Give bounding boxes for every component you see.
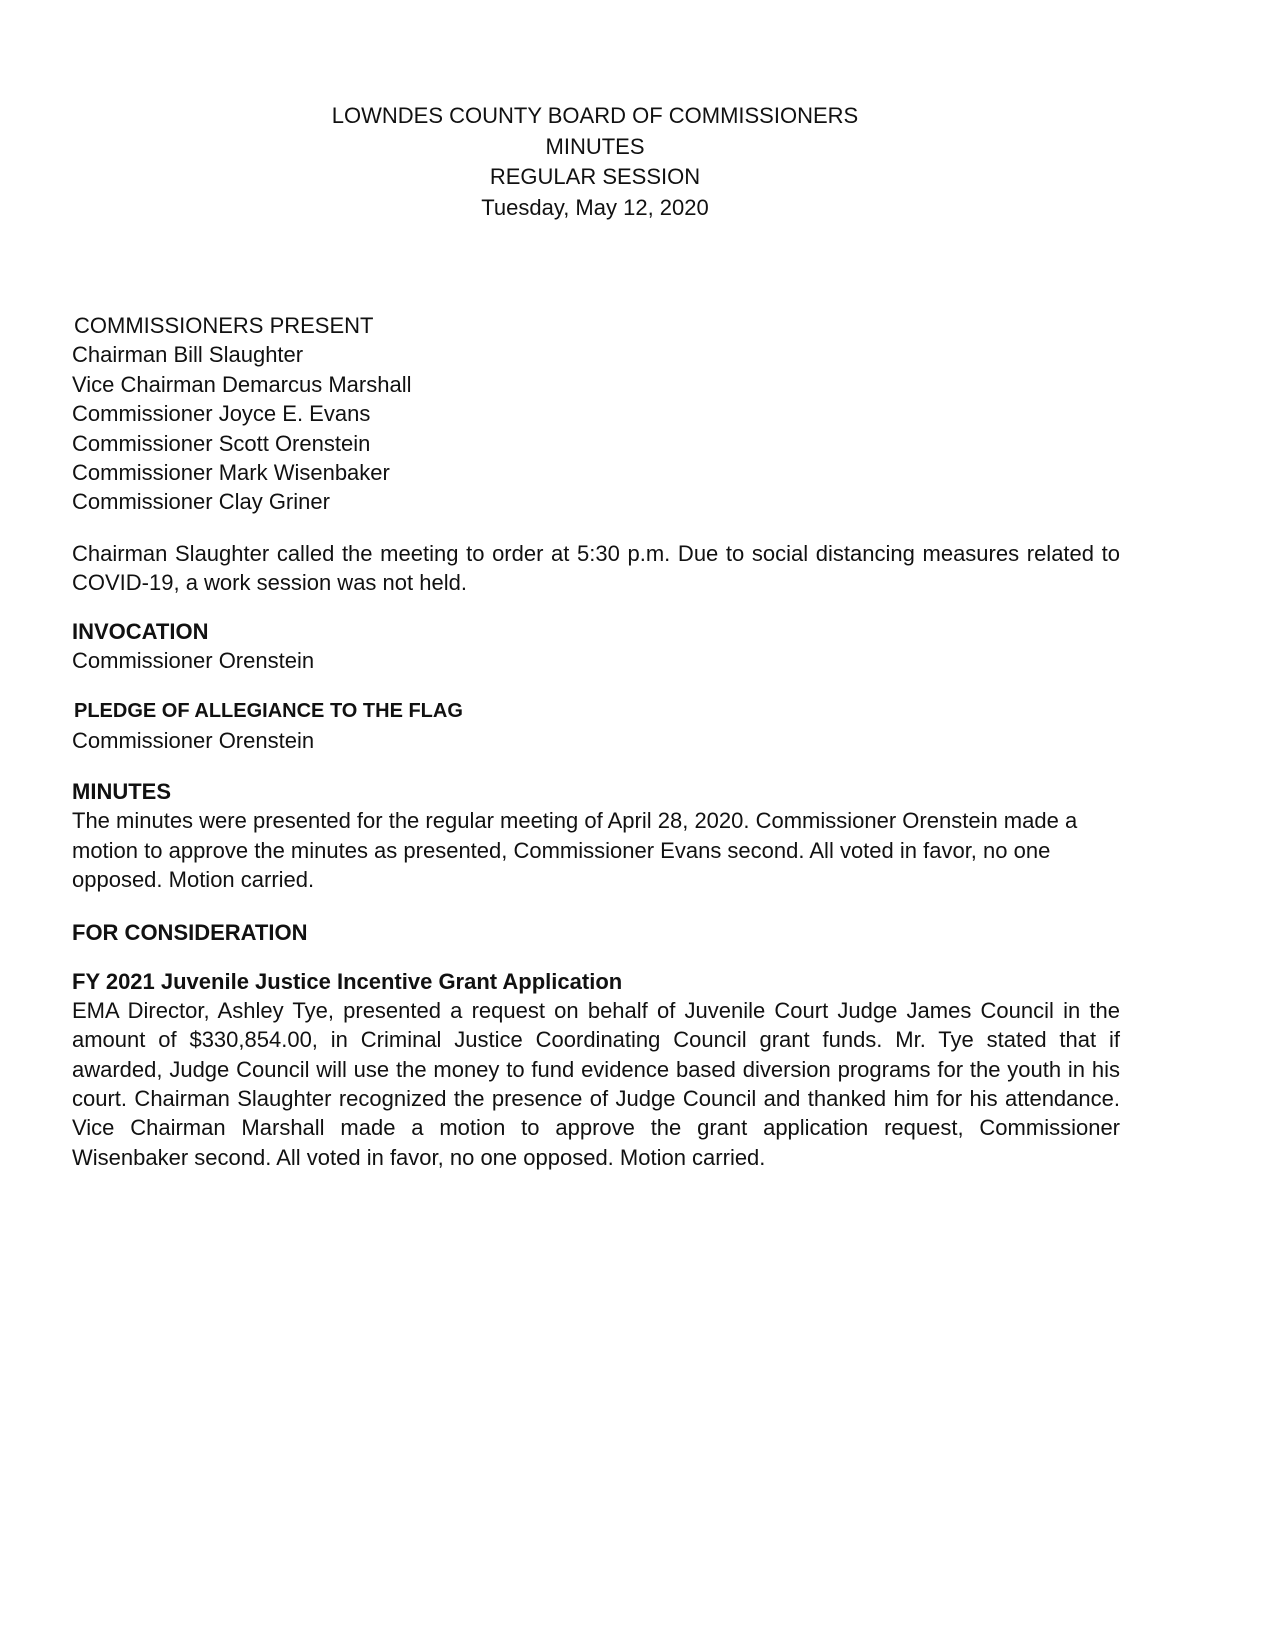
for-consideration-section	[72, 918, 1120, 1172]
header-document-type: MINUTES	[545, 133, 645, 159]
for-consideration-heading: FOR CONSIDERATION	[72, 919, 308, 945]
commissioner-member: Commissioner Joyce E. Evans	[72, 401, 371, 427]
invocation-text: Commissioner Orenstein	[72, 647, 315, 673]
document-header	[0, 101, 1190, 223]
header-organization: LOWNDES COUNTY BOARD OF COMMISSIONERS	[331, 103, 859, 128]
header-meeting-date: Tuesday, May 12, 2020	[481, 194, 709, 220]
minutes-section	[72, 777, 1120, 894]
invocation-section	[72, 617, 1120, 675]
commissioner-member: Commissioner Mark Wisenbaker	[72, 460, 390, 486]
pledge-heading: PLEDGE OF ALLEGIANCE TO THE FLAG	[74, 700, 463, 723]
commissioner-member: Vice Chairman Demarcus Marshall	[72, 371, 412, 397]
invocation-heading: INVOCATION	[72, 618, 209, 644]
pledge-section	[72, 697, 1120, 755]
commissioner-member: Chairman Bill Slaughter	[72, 342, 304, 368]
commissioner-member: Commissioner Clay Griner	[72, 489, 330, 515]
minutes-paragraph: The minutes were presented for the regular meeting of April 28, 2020. Commissioner Orenstein made a motion to approve the minutes as presented, Commissioner Evans second. All voted in favor, no one opposed. Motion carried.	[72, 808, 1078, 893]
document-body	[72, 311, 1120, 1172]
consideration-item-paragraph: EMA Director, Ashley Tye, presented a request on behalf of Juvenile Court Judge James Council in the amount of $330,854.00, in Criminal Justice Coordinating Council grant funds. Mr. Tye stated that if awarded, Judge Council will use the money to fund evidence based diversion programs for the youth in his court. Chairman Slaughter recognized the presence of Judge Council and thanked him for his attendance. Vice Chairman Marshall made a motion to approve the grant application request, Commissioner Wisenbaker second. All voted in favor, no one opposed. Motion carried.	[72, 997, 1120, 1170]
minutes-heading: MINUTES	[72, 779, 171, 805]
commissioners-present-section	[72, 311, 1120, 517]
commissioner-member: Commissioner Scott Orenstein	[72, 430, 371, 456]
pledge-text: Commissioner Orenstein	[72, 728, 315, 754]
call-to-order-paragraph: Chairman Slaughter called the meeting to order at 5:30 p.m. Due to social distancing measures related to COVID-19, a work session was not held.	[72, 540, 1120, 596]
consideration-item	[72, 967, 1120, 1172]
header-session-type: REGULAR SESSION	[489, 164, 701, 189]
commissioners-present-heading: COMMISSIONERS PRESENT	[74, 313, 374, 338]
consideration-item-title: FY 2021 Juvenile Justice Incentive Grant Application	[72, 968, 623, 994]
